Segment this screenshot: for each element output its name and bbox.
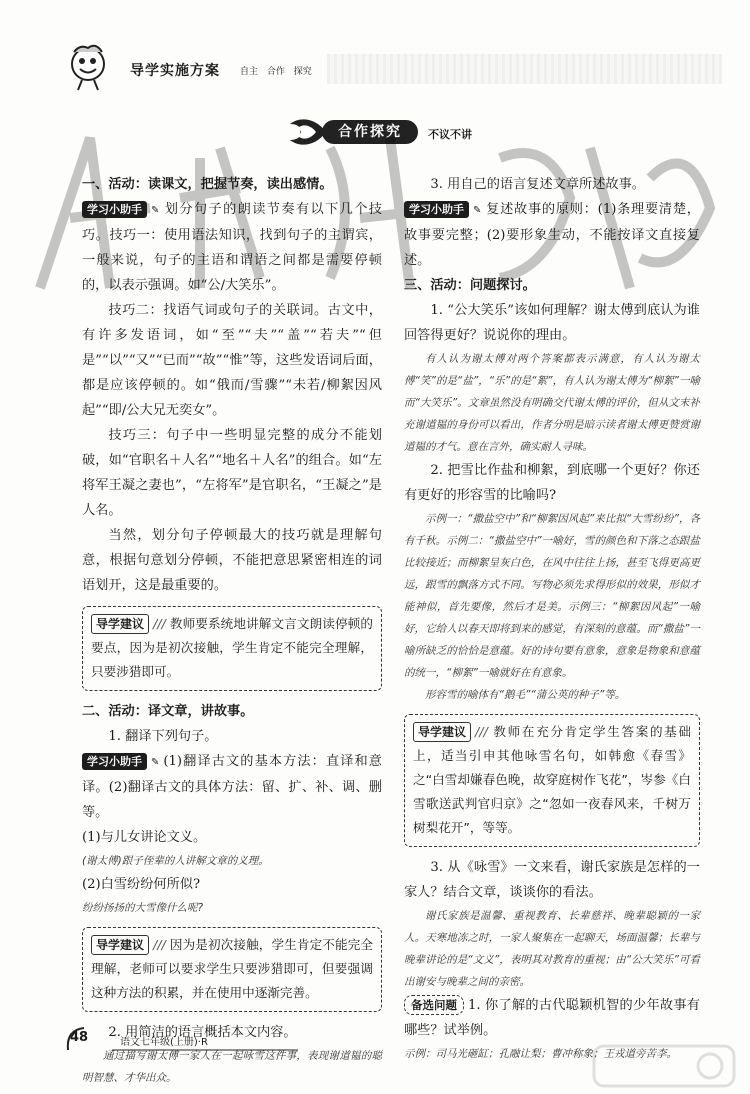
helper-2-text: (1)翻译古文的基本方法：直译和意译。(2)翻译古文的具体方法：留、扩、补、调、删等。 [82,754,382,820]
problem-2-answer: 示例一：“撒盐空中”和“柳絮因风起”来比拟“大雪纷纷”，各有千秋。示例二：“撒盐空中”一喻好，雪的颜色和下落之态跟盐比较接近；而柳絮呈灰白色，在风中往往上扬，甚至飞得更高更远，跟雪的飘落方式不同。写物必须先求得形似的效果，形似才能神似，首先要像，然后才是美。示例三：“柳絮因风起”一喻好，它给人以春天即将到来的感觉，有深刻的意蕴。而“撒盐”一喻所缺乏的恰恰是意蕴。好的诗句要有意象，意象是物象和意蕴的统一，“柳絮”一喻就好在有意象。 [404,513,700,679]
pencil-icon: ✎ [151,205,160,216]
slash-icon: /// [153,937,166,952]
slash-icon: /// [153,616,166,631]
problem-2-question: 2. 把雪比作盐和柳絮，到底哪一个更好？你还有更好的形容雪的比喻吗? [404,463,700,503]
banner-note: 不议不讲 [428,128,472,141]
problem-2-answer-extra: 形容雪的喻体有“鹅毛”“蒲公英的种子”等。 [425,689,626,701]
advice-1-tag: 导学建议 [91,614,149,634]
backup-question [404,993,700,1043]
problem-3-question: 3. 从《咏雪》一文来看，谢氏家族是怎样的一家人？结合文章，谈谈你的看法。 [404,860,700,900]
header-tags: 自主 合作 探究 [240,67,312,77]
problem-1-question: 1. “公大笑乐”该如何理解？谢太傅到底认为谁回答得更好？说说你的理由。 [404,303,700,343]
slash-icon: /// [475,724,488,739]
activity-2-heading: 二、活动：译文章，讲故事。 [82,704,254,719]
activity-1-heading: 一、活动：读课文，把握节奏，读出感情。 [82,177,333,192]
header-title: 导学实施方案 [130,63,220,79]
activity-2-item-3: 3. 用自己的语言复述文章所述故事。 [430,177,645,192]
right-column [404,172,700,1065]
header-decoration [327,54,722,84]
left-column [82,172,382,1089]
tip-3: 技巧三：句子中一些明显完整的成分不能划破，如“官职名＋人名”“地名＋人名”的组合。如“左将军王凝之妻也”，“左将军”是官职名，“王凝之”是人名。 [82,428,382,518]
helper-2-tag: 学习小助手 [82,753,147,770]
advice-3-tag: 导学建议 [413,722,471,742]
pencil-icon: ✎ [151,757,160,768]
problem-3-answer: 谢氏家族是温馨、重视教育、长辈慈祥、晚辈聪颖的一家人。天寒地冻之时，一家人聚集在一起聊天，场面温馨；长辈与晚辈讲论的是“文义”，表明其对教育的重视；由“公大笑乐”可看出谢安与晚辈之间的亲密。 [404,910,700,988]
helper-2 [82,749,382,825]
backup-question-text: 1. 你了解的古代聪颖机智的少年故事有哪些？试举例。 [404,998,700,1038]
mascot-icon [62,42,114,94]
advice-box-2 [82,927,382,1012]
advice-box-1 [82,606,382,691]
question-2: (2)白雪纷纷何所似? [82,877,201,892]
backup-answer: 示例：司马光砸缸；孔融让梨；曹冲称象；王戎道旁苦李。 [404,1048,677,1060]
advice-box-3 [404,714,700,847]
page-number: 48 [70,1030,89,1045]
helper-1 [82,197,382,298]
tip-2: 技巧二：找语气词或句子的关联词。古文中，有许多发语词，如“至”“夫”“盖”“若夫”“但是”“以”“又”“已而”“故”“惟”等，这些发语词后面，都是应该停顿的。如“俄而/雪骤”“未若/柳絮因风起”“即/公大兄无奕女”。 [82,303,382,418]
activity-3-heading: 三、活动：问题探讨。 [404,278,536,293]
advice-2-text: 因为是初次接触，学生肯定不能完全理解，老师可以要求学生只要涉猎即可，但要强调这种方法的积累，并在使用中逐渐完善。 [91,937,373,1000]
tip-4: 当然，划分句子停顿最大的技巧就是理解句意，根据句意划分停顿，不能把意思紧密相连的词语划开，这是最重要的。 [82,528,382,593]
advice-2-tag: 导学建议 [91,935,149,955]
page-header [62,42,722,94]
section-banner [286,112,486,152]
advice-3-text: 教师在充分肯定学生答案的基础上，适当引申其他咏雪名句，如韩愈《春雪》之“白雪却嫌春色晚，故穿庭树作飞花”，岑参《白雪歌送武判官归京》之“忽如一夜春风来，千树万树梨花开”，等等。 [413,724,691,835]
question-1: (1)与儿女讲论文义。 [82,830,207,845]
helper-3 [404,197,700,273]
helper-3-tag: 学习小助手 [404,201,469,218]
question-2-answer: 纷纷扬扬的大雪像什么呢? [82,902,204,914]
helper-1-text: 划分句子的朗读节奏有以下几个技巧。技巧一：使用语法知识，找到句子的主谓宾，一般来说，句子的主语和谓语之间都是需要停顿的，以表示强调。如“公/大笑乐”。 [82,202,382,293]
advice-1-text: 教师要系统地讲解文言文朗读停顿的要点，因为是初次接触，学生肯定不能完全理解，只要涉猎即可。 [91,616,373,679]
book-title: 语文七年级(上册)·R [120,1037,208,1048]
activity-2-item-1: 1. 翻译下列句子。 [108,729,218,744]
problem-1-answer: 有人认为谢太傅对两个答案都表示满意，有人认为谢太傅“笑”的是“盐”，“乐”的是“絮”，有人认为谢太傅为“柳絮”一喻而“大笑乐”。文章虽然没有明确交代谢太傅的评价，但从文末补充谢道韫的身份可以看出，作者分明是暗示读者谢太傅更赞赏谢道韫的才气。意在言外，确实耐人寻味。 [404,353,700,453]
helper-3-text: 复述故事的原则：(1)条理要清楚，故事要完整；(2)要形象生动，不能按译文直接复述。 [404,202,700,268]
activity-2-item-2: 2. 用简洁的语言概括本文内容。 [108,1025,297,1040]
backup-tag: 备选问题 [404,995,464,1015]
helper-1-tag: 学习小助手 [82,201,147,218]
question-1-answer: (谢太傅)跟子侄辈的人讲解文章的义理。 [82,855,269,867]
banner-title: 合作探究 [322,120,418,144]
activity-2-item-2-answer: 通过描写谢太傅一家人在一起咏雪这件事，表现谢道韫的聪明智慧、才华出众。 [82,1050,382,1084]
pencil-icon: ✎ [473,205,482,216]
corner-watermark-logo [590,1040,740,1092]
